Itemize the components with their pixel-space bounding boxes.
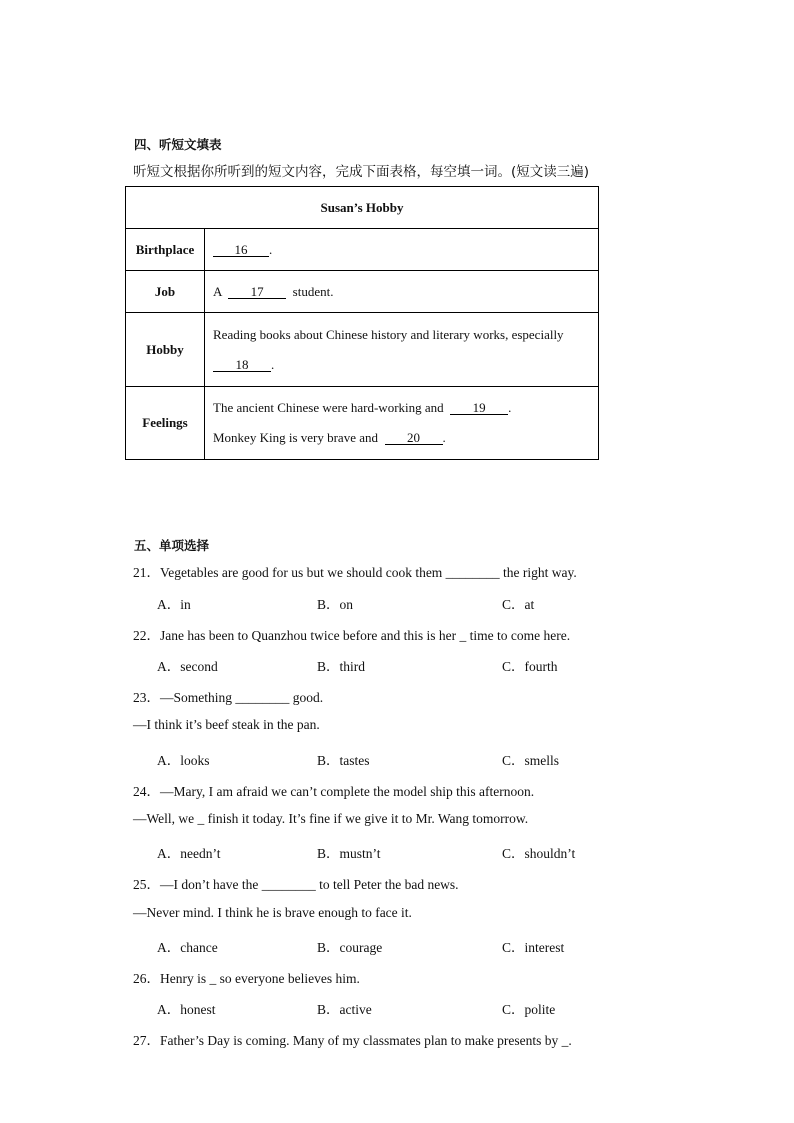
feelings-line-2: Monkey King is very brave and [213,430,378,445]
q22-option-c[interactable]: C．fourth [502,659,558,674]
question-25-stem-2: —Never mind. I think he is brave enough to face it. [133,905,412,920]
q26-option-a[interactable]: A．honest [157,1002,216,1017]
hobby-cell: Reading books about Chinese history and literary works, especially 18 . [205,313,599,387]
question-22-stem: 22．Jane has been to Quanzhou twice before and this is her _ time to come here. [133,628,571,643]
q21-option-c[interactable]: C．at [502,597,535,612]
q22-option-a[interactable]: A．second [157,659,218,674]
q24-option-a[interactable]: A．needn’t [157,846,221,861]
question-24-stem-2: —Well, we _ finish it today. It’s fine if we give it to Mr. Wang tomorrow. [133,811,529,826]
section-5-title: 五、单项选择 [134,538,210,553]
job-cell [205,271,599,313]
birthplace-cell: 16 . [205,229,599,271]
section-4-title: 四、听短文填表 [134,137,222,152]
question-23-stem: 23．—Something ________ good. [133,690,324,705]
q25-option-b[interactable]: B．courage [317,940,383,955]
table-heading: Susan’s Hobby [126,187,599,229]
blank-18[interactable]: 18 [213,358,271,372]
job-suffix: student. [292,283,334,299]
q24-option-b[interactable]: B．mustn’t [317,846,381,861]
hobby-label: Hobby [126,313,205,387]
hobby-text: Reading books about Chinese history and literary works, especially [213,326,564,342]
blank-17[interactable]: 17 [228,285,286,299]
q21-option-b[interactable]: B．on [317,597,354,612]
question-26-stem: 26．Henry is _ so everyone believes him. [133,971,360,986]
q25-option-c[interactable]: C．interest [502,940,565,955]
feelings-line-1: The ancient Chinese were hard-working and [213,400,444,415]
q26-option-c[interactable]: C．polite [502,1002,556,1017]
q23-option-a[interactable]: A．looks [157,753,210,768]
q26-option-b[interactable]: B．active [317,1002,372,1017]
q24-option-c[interactable]: C．shouldn’t [502,846,576,861]
section-4-instruction: 听短文根据你所听到的短文内容，完成下面表格，每空填一词。(短文读三遍) [133,164,590,180]
feelings-label: Feelings [126,387,205,460]
question-25-stem: 25．—I don’t have the ________ to tell Peter the bad news. [133,877,459,892]
job-prefix: A [213,283,222,299]
question-21-stem: 21．Vegetables are good for us but we should cook them ________ the right way. [133,565,577,580]
hobby-table [125,186,599,460]
q23-option-b[interactable]: B．tastes [317,753,370,768]
birthplace-label: Birthplace [126,229,205,271]
blank-16[interactable]: 16 [213,243,269,257]
q23-option-c[interactable]: C．smells [502,753,560,768]
job-label: Job [126,271,205,313]
question-24-stem: 24．—Mary, I am afraid we can’t complete the model ship this afternoon. [133,784,535,799]
q22-option-b[interactable]: B．third [317,659,366,674]
blank-19[interactable]: 19 [450,401,508,415]
question-27-stem: 27．Father’s Day is coming. Many of my classmates plan to make presents by _. [133,1033,572,1048]
question-23-stem-2: —I think it’s beef steak in the pan. [133,717,320,732]
q21-option-a[interactable]: A．in [157,597,191,612]
feelings-cell: The ancient Chinese were hard-working and 19 . Monkey King is very brave and 20 . [205,387,599,460]
blank-20[interactable]: 20 [385,431,443,445]
q25-option-a[interactable]: A．chance [157,940,218,955]
